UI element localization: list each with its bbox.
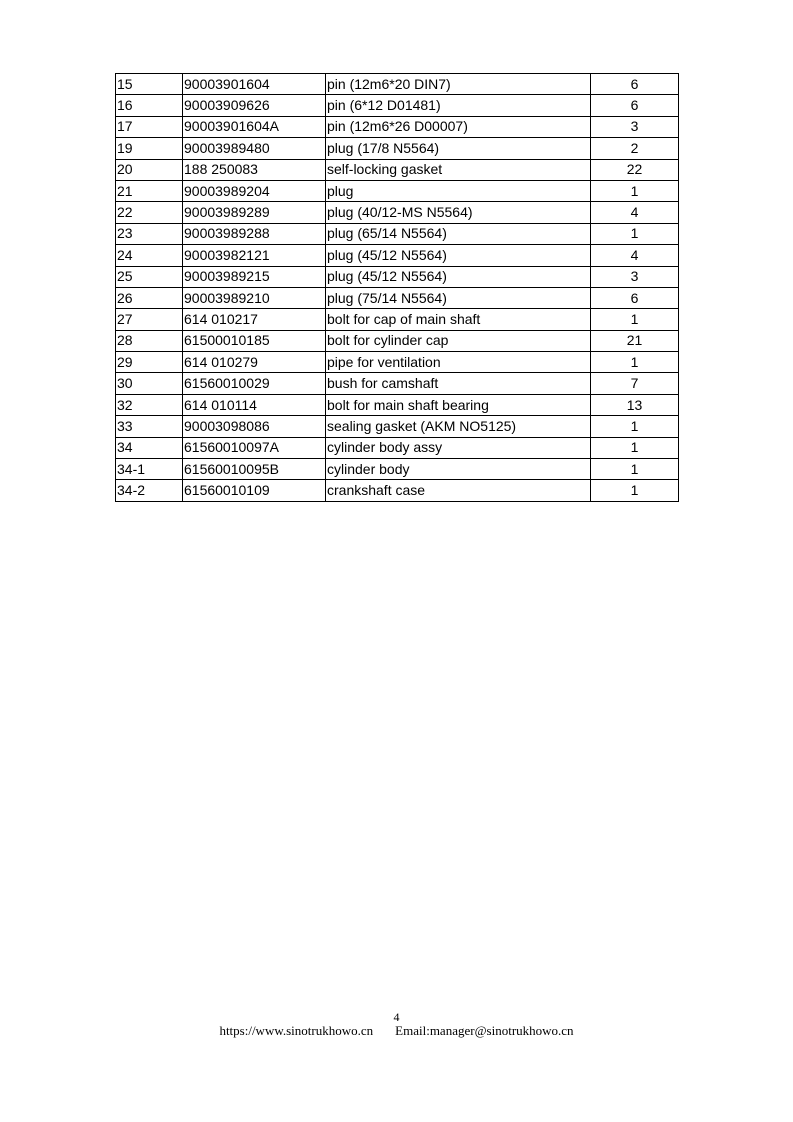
- quantity-cell: 7: [591, 373, 679, 394]
- part-number-cell: 90003901604: [183, 74, 326, 95]
- table-row: [116, 180, 679, 201]
- table-row: [116, 394, 679, 415]
- quantity-cell: 1: [591, 309, 679, 330]
- parts-table: [115, 73, 679, 502]
- table-row: [116, 459, 679, 480]
- part-number-cell: 90003989288: [183, 223, 326, 244]
- part-number-cell: 614 010217: [183, 309, 326, 330]
- item-number-cell: 25: [116, 266, 183, 287]
- part-number-cell: 90003901604A: [183, 116, 326, 137]
- quantity-cell: 22: [591, 159, 679, 180]
- quantity-cell: 4: [591, 245, 679, 266]
- table-row: [116, 352, 679, 373]
- quantity-cell: 2: [591, 138, 679, 159]
- table-row: [116, 116, 679, 137]
- table-row: [116, 202, 679, 223]
- page-number: 4: [393, 1010, 400, 1024]
- table-row: [116, 159, 679, 180]
- table-row: [116, 373, 679, 394]
- description-cell: sealing gasket (AKM NO5125): [326, 416, 591, 437]
- description-cell: bolt for cylinder cap: [326, 330, 591, 351]
- part-number-cell: 614 010114: [183, 394, 326, 415]
- part-number-cell: 61560010029: [183, 373, 326, 394]
- item-number-cell: 23: [116, 223, 183, 244]
- quantity-cell: 3: [591, 116, 679, 137]
- part-number-cell: 90003989480: [183, 138, 326, 159]
- description-cell: pin (12m6*20 DIN7): [326, 74, 591, 95]
- quantity-cell: 1: [591, 352, 679, 373]
- description-cell: bolt for main shaft bearing: [326, 394, 591, 415]
- item-number-cell: 26: [116, 287, 183, 308]
- item-number-cell: 27: [116, 309, 183, 330]
- part-number-cell: 61560010095B: [183, 459, 326, 480]
- item-number-cell: 32: [116, 394, 183, 415]
- description-cell: plug (75/14 N5564): [326, 287, 591, 308]
- description-cell: plug (45/12 N5564): [326, 266, 591, 287]
- description-cell: bush for camshaft: [326, 373, 591, 394]
- part-number-cell: 90003989204: [183, 180, 326, 201]
- email-text: Email:manager@sinotrukhowo.cn: [395, 1023, 574, 1038]
- quantity-cell: 21: [591, 330, 679, 351]
- item-number-cell: 21: [116, 180, 183, 201]
- table-row: [116, 95, 679, 116]
- table-row: [116, 437, 679, 458]
- description-cell: pin (6*12 D01481): [326, 95, 591, 116]
- part-number-cell: 90003989210: [183, 287, 326, 308]
- description-cell: crankshaft case: [326, 480, 591, 501]
- part-number-cell: 61500010185: [183, 330, 326, 351]
- description-cell: cylinder body assy: [326, 437, 591, 458]
- item-number-cell: 19: [116, 138, 183, 159]
- table-row: [116, 287, 679, 308]
- quantity-cell: 13: [591, 394, 679, 415]
- item-number-cell: 29: [116, 352, 183, 373]
- item-number-cell: 15: [116, 74, 183, 95]
- quantity-cell: 1: [591, 480, 679, 501]
- item-number-cell: 20: [116, 159, 183, 180]
- item-number-cell: 34: [116, 437, 183, 458]
- part-number-cell: 90003989289: [183, 202, 326, 223]
- item-number-cell: 34-1: [116, 459, 183, 480]
- quantity-cell: 1: [591, 459, 679, 480]
- description-cell: bolt for cap of main shaft: [326, 309, 591, 330]
- description-cell: self-locking gasket: [326, 159, 591, 180]
- table-row: [116, 309, 679, 330]
- quantity-cell: 6: [591, 74, 679, 95]
- table-row: [116, 416, 679, 437]
- quantity-cell: 4: [591, 202, 679, 223]
- description-cell: plug: [326, 180, 591, 201]
- item-number-cell: 30: [116, 373, 183, 394]
- quantity-cell: 6: [591, 95, 679, 116]
- part-number-cell: 61560010109: [183, 480, 326, 501]
- item-number-cell: 33: [116, 416, 183, 437]
- item-number-cell: 16: [116, 95, 183, 116]
- website-link[interactable]: https://www.sinotrukhowo.cn: [219, 1023, 374, 1038]
- part-number-cell: 61560010097A: [183, 437, 326, 458]
- part-number-cell: 90003098086: [183, 416, 326, 437]
- description-cell: pin (12m6*26 D00007): [326, 116, 591, 137]
- table-row: [116, 480, 679, 501]
- page-footer: [0, 1023, 793, 1039]
- part-number-cell: 188 250083: [183, 159, 326, 180]
- description-cell: plug (40/12-MS N5564): [326, 202, 591, 223]
- item-number-cell: 28: [116, 330, 183, 351]
- description-cell: pipe for ventilation: [326, 352, 591, 373]
- parts-table-body: [116, 74, 679, 502]
- part-number-cell: 90003909626: [183, 95, 326, 116]
- item-number-cell: 34-2: [116, 480, 183, 501]
- table-row: [116, 330, 679, 351]
- quantity-cell: 1: [591, 180, 679, 201]
- item-number-cell: 22: [116, 202, 183, 223]
- item-number-cell: 17: [116, 116, 183, 137]
- description-cell: plug (17/8 N5564): [326, 138, 591, 159]
- table-row: [116, 223, 679, 244]
- table-row: [116, 74, 679, 95]
- quantity-cell: 3: [591, 266, 679, 287]
- part-number-cell: 90003982121: [183, 245, 326, 266]
- quantity-cell: 1: [591, 437, 679, 458]
- quantity-cell: 1: [591, 416, 679, 437]
- part-number-cell: 614 010279: [183, 352, 326, 373]
- description-cell: cylinder body: [326, 459, 591, 480]
- quantity-cell: 1: [591, 223, 679, 244]
- description-cell: plug (45/12 N5564): [326, 245, 591, 266]
- description-cell: plug (65/14 N5564): [326, 223, 591, 244]
- part-number-cell: 90003989215: [183, 266, 326, 287]
- table-row: [116, 266, 679, 287]
- quantity-cell: 6: [591, 287, 679, 308]
- table-row: [116, 138, 679, 159]
- item-number-cell: 24: [116, 245, 183, 266]
- table-row: [116, 245, 679, 266]
